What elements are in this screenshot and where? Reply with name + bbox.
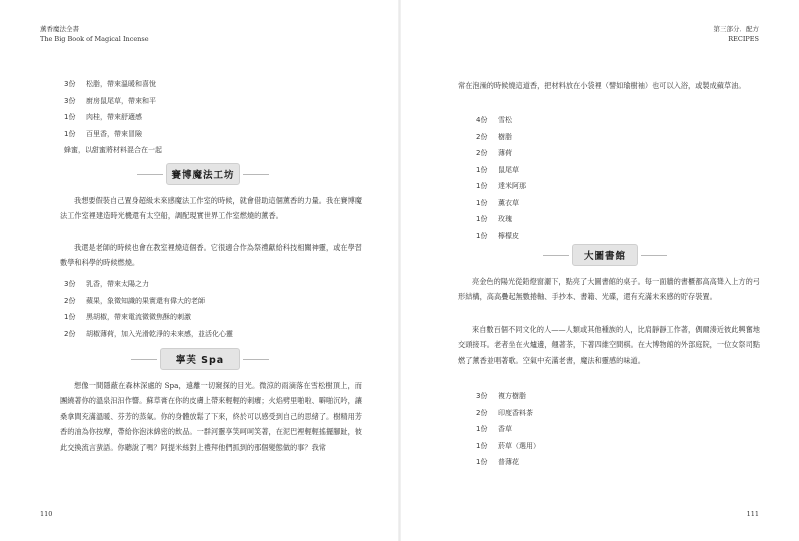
paragraph: 想像一間隱蔽在森林深處的 Spa，遠離一切窺探的目光。微涼的雨滴落在雪松樹頂上，而團繞著你的溫泉汩汩作響。蘇草膏在你的皮膚上帶來輕輕的刺癢；火焰劈里啪啦、噼啪沉吟，讓桑拿間充滿溫暖、芬芳的蒸氣。你的身體放鬆了下來，終於可以感受到自己的思緒了。樹精用芳香的油為你按摩，帶給你泡沫綿密的飲品。一群河靈享笑呵呵笑著，在泥巴裡輕輕搖擺腳趾，彼此交換流言蜚語。你聽說了嗎？阿提米絲對上禮拜他們抓到的那個變態做的事？我常 <box>60 381 362 452</box>
recipe-item: 1份 普薄花 <box>476 458 519 466</box>
recipe-item: 1份 香草 <box>476 425 512 433</box>
book-title-en: The Big Book of Magical Incense <box>40 35 149 43</box>
paragraph: 我還是老師的時候也會在教室裡燒這個香。它很適合作為祭禮獻給科技相關神靈，或在學習數學和科學的時候燃燒。 <box>60 243 362 268</box>
recipe-item: 2份 樹脂 <box>476 132 512 141</box>
recipe-list-spa <box>476 112 736 244</box>
recipe-list-library <box>476 388 736 471</box>
section-title-great-library: 大圖書館 <box>572 244 638 266</box>
left-running-header <box>40 24 149 44</box>
right-running-header <box>714 24 760 44</box>
page-number: 110 <box>40 510 53 518</box>
section-title-nymph-spa: 寧芙 Spa <box>160 348 240 370</box>
recipe-item: 2份 蘋果，象徵知識的果實還有偉大的老師 <box>64 296 205 305</box>
recipe-item: 1份 鼠尾草 <box>476 165 519 174</box>
recipe-item: 1份 檸檬皮 <box>476 231 519 240</box>
left-page <box>0 0 399 541</box>
recipe-item: 2份 印度香料茶 <box>476 408 533 417</box>
recipe-item: 1份 百里香，帶來冒險 <box>64 129 142 138</box>
right-page <box>400 0 799 541</box>
page-number: 111 <box>746 510 759 518</box>
paragraph-continued: 常在泡澡的時候燒這道香，把材料放在小袋裡（譬如瑜樹袖）也可以入浴，或製成蘋草油。 <box>458 81 746 90</box>
recipe-item: 1份 達米阿那 <box>476 182 526 190</box>
part-title-en: RECIPES <box>728 35 759 43</box>
recipe-item: 3份 廚房鼠尾草，帶來和平 <box>64 96 156 105</box>
recipe-item: 2份 薄荷 <box>476 149 512 157</box>
recipe-item: 4份 雪松 <box>476 116 512 124</box>
paragraph: 亮金色的陽光從鉛燈窗灑下，點亮了大圖書館的桌子。每一面牆的書櫃都高高聳入上方的弓形結構，高高疊起無數捲軸、手抄本、書籍、光碟，還有充滿未來感的貯存裝置。 <box>458 277 760 302</box>
recipe-list-top <box>64 76 364 159</box>
recipe-item: 1份 菸草（選用） <box>476 441 540 450</box>
recipe-item: 3份 乳香，帶來太陽之力 <box>64 280 149 288</box>
paragraph: 我想要假裝自己置身超級未來感魔法工作室的時候，就會借助這個薰香的力量。我在賽博魔法工作室裡建造時光機還有太空船，調配現實世界工作室燃燒的薰香。 <box>60 196 362 221</box>
recipe-list-cyber <box>64 276 364 342</box>
recipe-item: 1份 肉桂，帶來舒適感 <box>64 113 142 121</box>
recipe-note: 蜂蜜，以甜蜜將材料混合在一起 <box>64 146 162 154</box>
recipe-item: 3份 複方樹脂 <box>476 392 526 400</box>
part-title-zh: 第三部分．配方 <box>713 25 759 33</box>
recipe-item: 2份 胡椒薄荷，加入光滑乾淨的未來感，並活化心靈 <box>64 329 233 338</box>
recipe-item: 1份 薰衣草 <box>476 198 519 207</box>
book-title-zh: 薰香魔法全書 <box>40 25 79 33</box>
paragraph: 來自數百個不同文化的人——人類或其他種族的人，比肩靜靜工作著，偶爾湊近彼此興奮地交頭接耳。老者坐在火爐邊，翹著茶，下著四維空間棋。在大博物館的外部庭院，一位女祭司點燃了薰香並唱著歌。空氣中充滿老書，魔法和靈感的味道。 <box>458 325 760 365</box>
section-title-cyber-workshop: 賽博魔法工坊 <box>166 163 240 185</box>
recipe-item: 3份 松脂，帶來溫暖和喜悅 <box>64 80 156 88</box>
recipe-item: 1份 黑胡椒，帶來電流微微焦酥的刺激 <box>64 313 191 321</box>
recipe-item: 1份 玫瑰 <box>476 215 512 223</box>
